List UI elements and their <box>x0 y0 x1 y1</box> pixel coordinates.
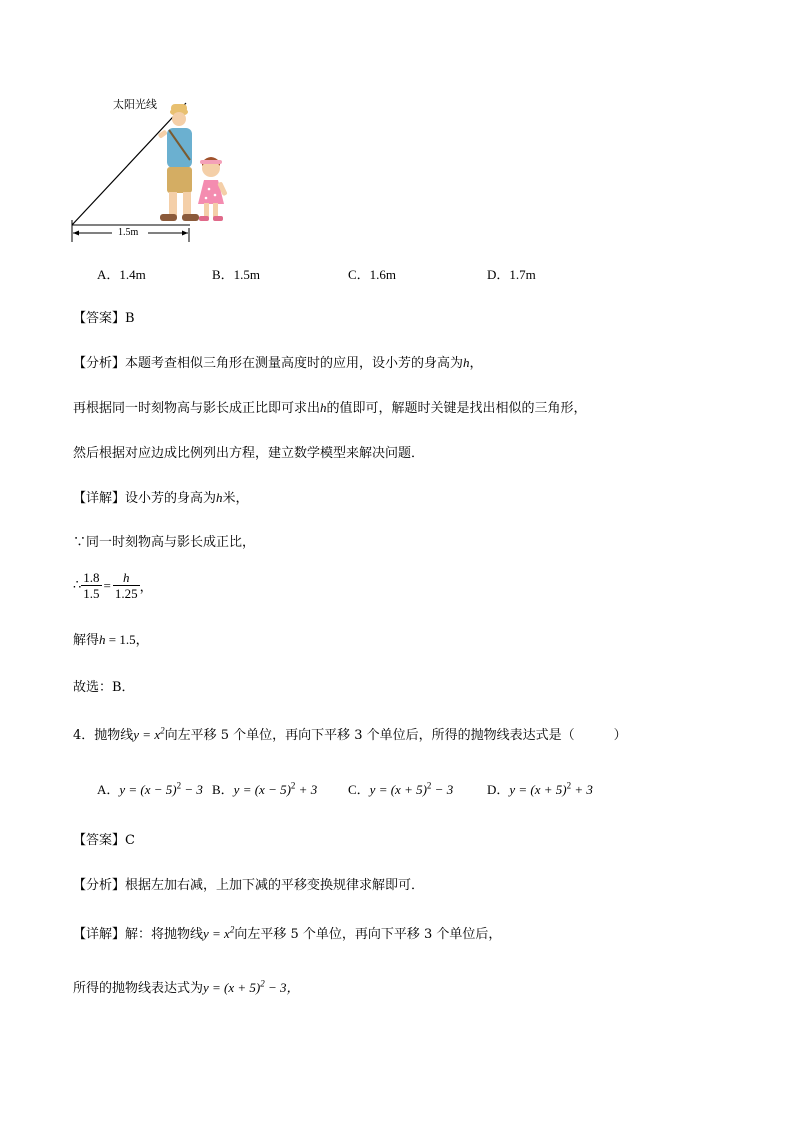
q3-option-a[interactable] <box>97 264 146 283</box>
arrow-left-icon <box>73 231 79 236</box>
q3-analysis-line1: 【分析】本题考查相似三角形在测量高度时的应用，设小芳的身高为h， <box>73 355 483 371</box>
q4-option-a[interactable]: A．$y = (x - 5)^2 - 3$ <box>97 780 203 797</box>
q4-detail: 【详解】解：将抛物线$y = x^2$向左平移 5 个单位，再向下平移 3 个单位后， <box>73 924 502 942</box>
dimension-label: 1.5m <box>118 227 139 238</box>
q4-analysis: 【分析】根据左加右减，上加下减的平移变换规律求解即可． <box>73 878 425 893</box>
q4-answer: 【答案】C <box>73 833 135 848</box>
therefore-symbol: ∴ <box>73 578 82 593</box>
option-text: 1.4m <box>119 267 146 282</box>
q3-detail-line2: ∵同一时刻物高与影长成正比， <box>73 535 256 550</box>
q3-choice: 故选：B． <box>73 680 135 695</box>
math-expr: y = (x + 5) <box>203 980 261 995</box>
option-text: 1.7m <box>509 267 536 282</box>
arrow-right-icon <box>182 231 188 236</box>
girl-illustration <box>198 157 228 221</box>
q4-option-b[interactable]: B．$y = (x - 5)^2 + 3$ <box>212 780 318 797</box>
option-expr: y = (x − 5) <box>119 782 177 797</box>
q4-stem: 4．抛物线$y = x^2$向左平移 5 个单位，再向下平移 3 个单位后，所得的抛物线表达式是（ ） <box>73 725 627 743</box>
fraction-2: $\frac{h}{1.25}$ <box>114 570 138 601</box>
option-expr: y = (x + 5) <box>509 782 567 797</box>
q3-analysis-line2: 再根据同一时刻物高与影长成正比即可求出h的值即可，解题时关键是找出相似的三角形， <box>73 400 587 416</box>
q3-solve: 解得h = 1.5， <box>73 632 149 648</box>
man-illustration <box>158 104 199 221</box>
math-expr: y = x <box>203 926 230 941</box>
option-letter: A． <box>97 782 120 797</box>
var-h: h <box>99 632 106 647</box>
option-letter: C． <box>348 782 370 797</box>
figure <box>60 92 260 242</box>
option-letter: A． <box>97 267 120 282</box>
q4-option-d[interactable]: D．$y = (x + 5)^2 + 3$ <box>487 780 593 797</box>
q4-result: 所得的抛物线表达式为$y = (x + 5)^2 - 3$， <box>73 978 300 996</box>
option-letter: D． <box>487 782 510 797</box>
option-expr: y = (x + 5) <box>369 782 427 797</box>
var-h: h <box>463 355 470 370</box>
q4-option-c[interactable]: C．$y = (x + 5)^2 - 3$ <box>348 780 454 797</box>
q3-option-d[interactable] <box>487 264 536 283</box>
option-expr: y = (x − 5) <box>233 782 291 797</box>
var-h: h <box>320 400 327 415</box>
option-letter: D． <box>487 267 510 282</box>
sunlight-label: 太阳光线 <box>113 98 157 111</box>
q3-analysis-line3: 然后根据对应边成比例列出方程，建立数学模型来解决问题． <box>73 446 425 461</box>
fraction-1: $\frac{1.8}{1.5}$ <box>83 570 100 601</box>
sunlight-figure <box>60 92 260 242</box>
option-letter: B． <box>212 267 234 282</box>
option-letter: C． <box>348 267 370 282</box>
option-text: 1.6m <box>369 267 397 282</box>
q3-answer: 【答案】B <box>73 311 135 326</box>
math-expr: y = x <box>133 727 161 742</box>
q3-option-b[interactable] <box>212 264 260 283</box>
var-h: h <box>216 490 223 505</box>
option-letter: B． <box>212 782 234 797</box>
q3-option-c[interactable] <box>348 264 396 283</box>
q3-detail-line1: 【详解】设小芳的身高为h米， <box>73 490 249 506</box>
q3-proportion: ∴ $\frac{1.8}{1.5}$ = $\frac{h}{1.25}$ ， <box>73 570 153 601</box>
option-text: 1.5m <box>233 267 261 282</box>
